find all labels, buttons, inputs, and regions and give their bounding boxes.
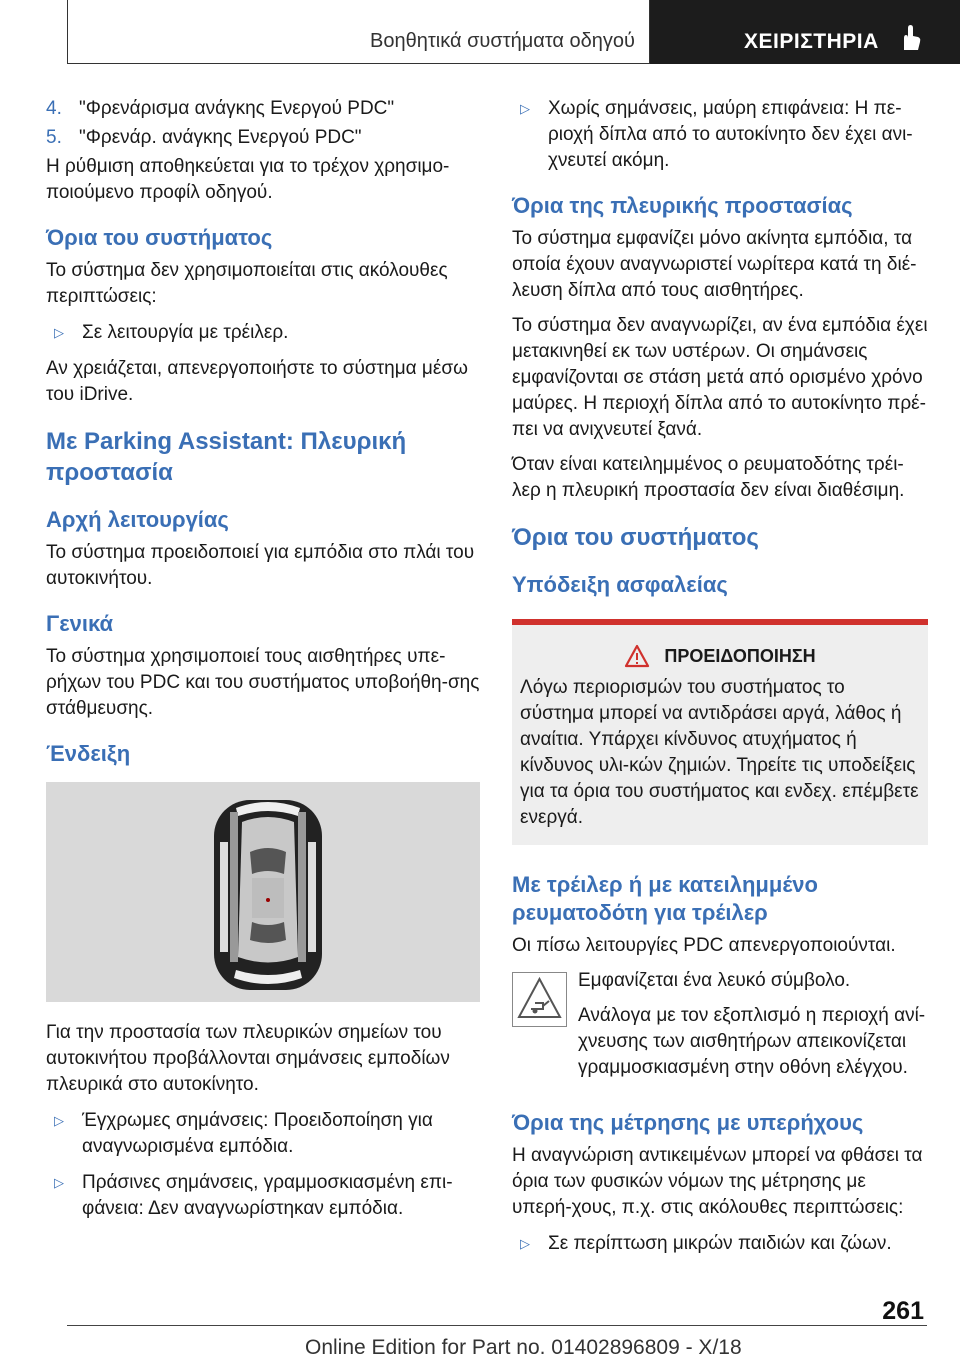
- bullet-item: [46, 1108, 482, 1160]
- heading-side-protection: Με Parking Assistant: Πλευρική προστασία: [46, 428, 407, 486]
- warning-box: [512, 619, 928, 845]
- paragraph: Το σύστημα προειδοποιεί για εμπόδια στο πλάι του αυτοκινήτου.: [46, 542, 475, 589]
- footer-divider: [67, 1325, 927, 1326]
- triangle-bullet-icon: ▷: [520, 1236, 530, 1251]
- paragraph: Η ρύθμιση αποθηκεύεται για το τρέχον χρησιμο-ποιούμενο προφίλ οδηγού.: [46, 156, 450, 203]
- bullet-text: Σε περίπτωση μικρών παιδιών και ζώων.: [548, 1233, 892, 1254]
- heading-trailer: Με τρέιλερ ή με κατειλημμένο ρευματοδότη για τρέιλερ: [512, 872, 818, 925]
- paragraph: Το σύστημα χρησιμοποιεί τους αισθητήρες υπε-ρήχων του PDC και του συστήματος υποβοήθη-σης στάθμευσης.: [46, 646, 480, 719]
- bullet-item: [512, 96, 928, 174]
- heading-display: Ένδειξη: [46, 741, 131, 766]
- bullet-item: [512, 1231, 928, 1257]
- warning-header: [520, 643, 920, 669]
- heading-safety-note: Υπόδειξη ασφαλείας: [512, 572, 728, 597]
- section-title: Βοηθητικά συστήματα οδηγού: [370, 30, 635, 52]
- heading-system-limits: Όρια του συστήματος: [46, 225, 273, 250]
- bullet-item: [46, 320, 482, 346]
- paragraph: Όταν είναι κατειλημμένος ο ρευματοδότης τρέι-λερ η πλευρική προστασία δεν είναι διαθέσιμη.: [512, 454, 905, 501]
- heading-principle: Αρχή λειτουργίας: [46, 507, 229, 532]
- hand-touch-icon: [895, 24, 923, 52]
- bullet-item: [46, 1170, 482, 1222]
- paragraph: Αν χρειάζεται, απενεργοποιήστε το σύστημα μέσω του iDrive.: [46, 358, 468, 405]
- paragraph: Οι πίσω λειτουργίες PDC απενεργοποιούνται.: [512, 935, 896, 956]
- triangle-bullet-icon: ▷: [520, 101, 530, 116]
- warning-triangle-icon: [624, 644, 650, 668]
- edition-note: Online Edition for Part no. 01402896809 - X/18: [305, 1336, 742, 1359]
- warning-title: ΠΡΟΕΙΔΟΠΟΙΗΣΗ: [664, 646, 816, 666]
- chapter-tab: [650, 0, 960, 64]
- bullet-text: Σε λειτουργία με τρέιλερ.: [82, 322, 289, 343]
- heading-ultrasonic-limits: Όρια της μέτρησης με υπερήχους: [512, 1110, 864, 1135]
- chapter-label: ΧΕΙΡΙΣΤΗΡΙΑ: [744, 30, 879, 53]
- header-section-tab: [67, 0, 650, 64]
- paragraph: Το σύστημα δεν χρησιμοποιείται στις ακόλουθες περιπτώσεις:: [46, 260, 448, 307]
- item-number: 5.: [46, 127, 62, 148]
- numbered-item: [46, 125, 482, 151]
- triangle-bullet-icon: ▷: [54, 1113, 64, 1128]
- symbol-row: [512, 968, 928, 1081]
- warning-text: Λόγω περιορισμών του συστήματος το σύστημα μπορεί να αντιδράσει αργά, λάθος ή αναίτια. Υπάρχει κίνδυνος ατυχήματος ή κίνδυνος υλι-κών ζημιών. Τηρείτε τις υποδείξεις για τα όρια του συστήματος και ενδεχ. επέμβετε ενεργά.: [520, 677, 919, 828]
- numbered-item: [46, 96, 482, 122]
- car-top-view-illustration: [46, 782, 480, 1002]
- triangle-bullet-icon: ▷: [54, 1175, 64, 1190]
- paragraph: Το σύστημα εμφανίζει μόνο ακίνητα εμπόδια, τα οποία έχουν αναγνωριστεί νωρίτερα κατά τη διέ-λευση δίπλα από τους αισθητήρες.: [512, 228, 917, 301]
- trailer-symbol-icon: [512, 972, 567, 1027]
- page-number: 261: [882, 1297, 924, 1325]
- triangle-bullet-icon: ▷: [54, 325, 64, 340]
- heading-system-limits-2: Όρια του συστήματος: [512, 524, 759, 551]
- paragraph: Η αναγνώριση αντικειμένων μπορεί να φθάσει τα όρια των φυσικών νόμων της μέτρησης με υπερή-χους, π.χ. στις ακόλουθες περιπτώσεις:: [512, 1145, 923, 1218]
- bullet-text: Έγχρωμες σημάνσεις: Προειδοποίηση για αναγνωρισμένα εμπόδια.: [82, 1110, 433, 1157]
- item-number: 4.: [46, 98, 62, 119]
- paragraph: Ανάλογα με τον εξοπλισμό η περιοχή ανί-χνευσης των αισθητήρων απεικονίζεται γραμμοσκιασμένη στην οθόνη ελέγχου.: [578, 1005, 926, 1078]
- paragraph: Το σύστημα δεν αναγνωρίζει, αν ένα εμπόδια έχει μετακινηθεί εκ των υστέρων. Οι σημάνσεις εμφανίζονται σε στάση μετά από ορισμένο χρόνο μαύρες. Η περιοχή δίπλα από το αυτοκίνητο πρέ-πει να ανιχνευτεί ξανά.: [512, 315, 928, 440]
- paragraph: Εμφανίζεται ένα λευκό σύμβολο.: [578, 970, 851, 991]
- left-column: [46, 96, 482, 1232]
- heading-side-limits: Όρια της πλευρικής προστασίας: [512, 193, 853, 218]
- item-text: "Φρενάρισμα ανάγκης Ενεργού PDC": [79, 98, 395, 119]
- side-protection-figure: [46, 782, 480, 1002]
- paragraph: Για την προστασία των πλευρικών σημείων του αυτοκινήτου προβάλλονται σημάνσεις εμποδίων πλευρικά στο αυτοκίνητο.: [46, 1022, 450, 1095]
- item-text: "Φρενάρ. ανάγκης Ενεργού PDC": [79, 127, 362, 148]
- heading-general: Γενικά: [46, 611, 114, 636]
- bullet-text: Χωρίς σημάνσεις, μαύρη επιφάνεια: Η πε-ριοχή δίπλα από το αυτοκίνητο δεν έχει ανι-χνευτεί ακόμη.: [548, 98, 913, 171]
- bullet-text: Πράσινες σημάνσεις, γραμμοσκιασμένη επι-φάνεια: Δεν αναγνωρίστηκαν εμπόδια.: [82, 1172, 453, 1219]
- right-column: [512, 96, 928, 1267]
